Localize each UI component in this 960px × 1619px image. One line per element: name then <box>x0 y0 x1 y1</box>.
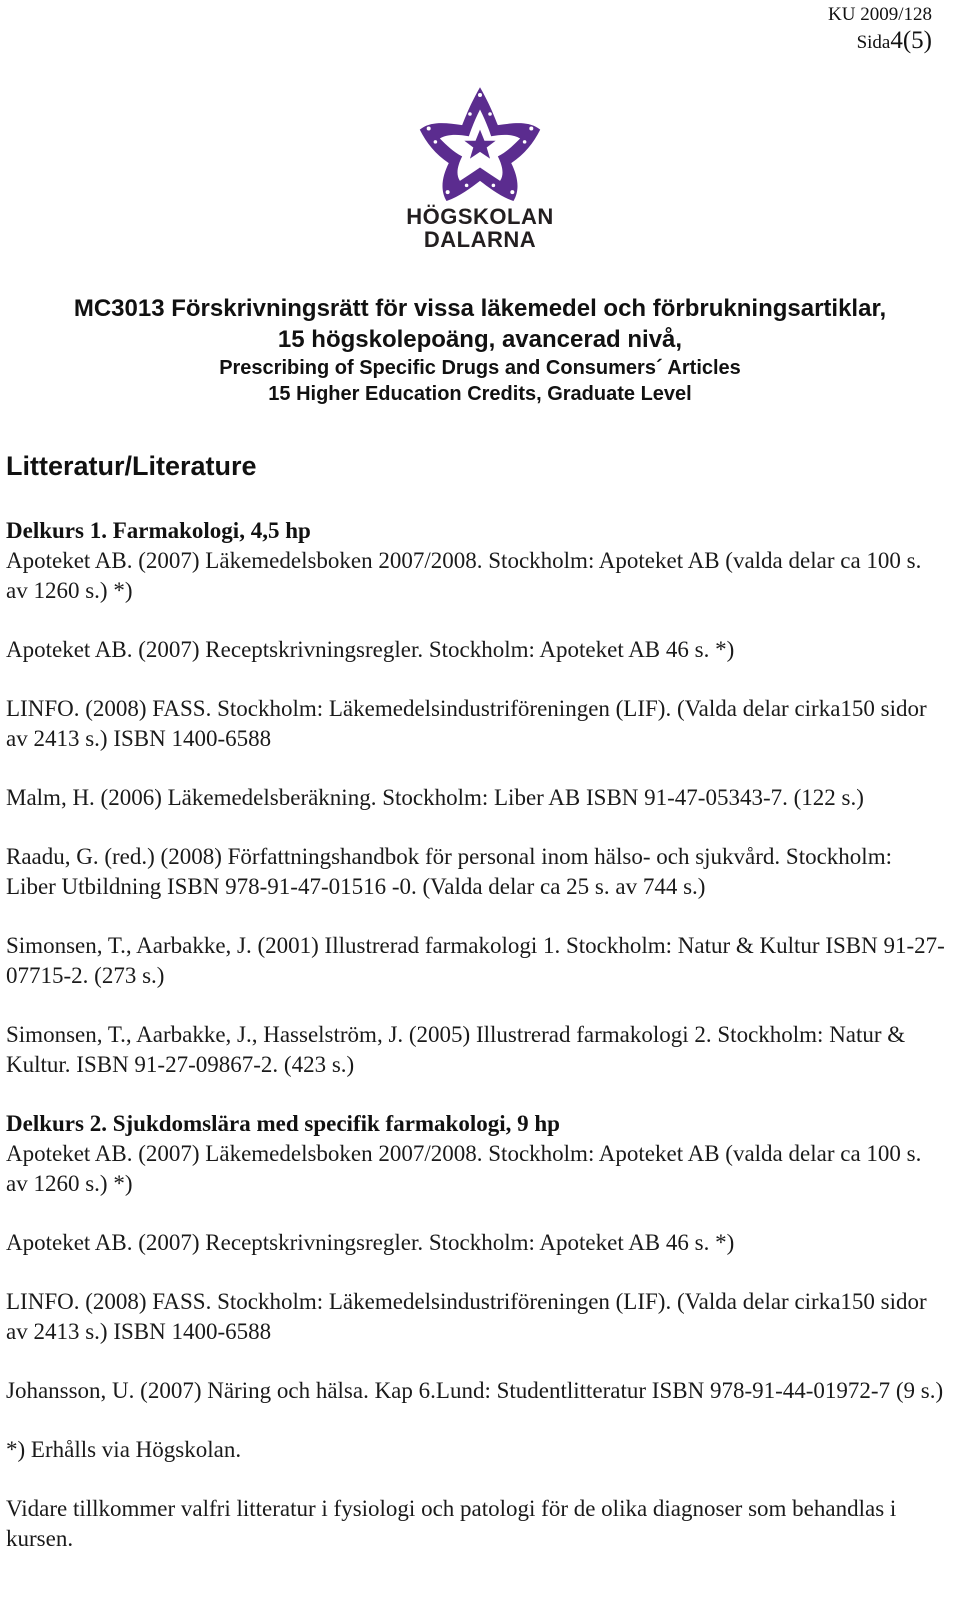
reference-item: Johansson, U. (2007) Näring och hälsa. Kap 6.Lund: Studentlitteratur ISBN 978-91-44-01972-7 (9 s.) <box>6 1378 944 1403</box>
logo-wordmark <box>395 205 565 251</box>
document-number: KU 2009/128 <box>828 4 932 25</box>
reference-item: Simonsen, T., Aarbakke, J., Hasselström, J. (2005) Illustrerad farmakologi 2. Stockholm: Natur & Kultur. ISBN 91-27-09867-2. (423 s.) <box>6 1022 906 1077</box>
part-2-title: Delkurs 2. Sjukdomslära med specifik farmakologi, 9 hp <box>6 1111 560 1136</box>
footnote: *) Erhålls via Högskolan. <box>6 1437 242 1462</box>
course-title-sv-line-2: 15 högskolepoäng, avancerad nivå, <box>277 326 683 353</box>
reference-item: Apoteket AB. (2007) Receptskrivningsregler. Stockholm: Apoteket AB 46 s. *) <box>6 637 735 662</box>
reference-item: Apoteket AB. (2007) Läkemedelsboken 2007/2008. Stockholm: Apoteket AB (valda delar ca 100 s. av 1260 s.) *) <box>6 548 922 603</box>
course-title-sv-line-1: MC3013 Förskrivningsrätt för vissa läkemedel och förbrukningsartiklar, <box>73 295 887 322</box>
reference-item: LINFO. (2008) FASS. Stockholm: Läkemedelsindustriföreningen (LIF). (Valda delar cirka150 sidor av 2413 s.) ISBN 1400-6588 <box>6 696 927 751</box>
literature-heading: Litteratur/Literature <box>6 451 257 481</box>
course-heading <box>0 293 960 407</box>
closing-note: Vidare tillkommer valfri litteratur i fysiologi och patologi för de olika diagnoser som behandlas i kursen. <box>6 1496 897 1551</box>
page-number: 4(5) <box>890 27 932 54</box>
course-title-en-line-2: 15 Higher Education Credits, Graduate Level <box>268 383 692 405</box>
literature-list <box>6 516 946 1554</box>
reference-item: Malm, H. (2006) Läkemedelsberäkning. Stockholm: Liber AB ISBN 91-47-05343-7. (122 s.) <box>6 785 864 810</box>
part-1-title: Delkurs 1. Farmakologi, 4,5 hp <box>6 518 311 543</box>
star-emblem-icon <box>414 85 546 201</box>
page-indicator <box>828 28 932 56</box>
page-reference <box>828 2 932 56</box>
university-logo <box>395 85 565 260</box>
reference-item: Raadu, G. (red.) (2008) Författningshandbok för personal inom hälso- och sjukvård. Stockholm: Liber Utbildning ISBN 978-91-47-01516 -0. (Valda delar ca 25 s. av 744 s.) <box>6 844 892 899</box>
reference-item: LINFO. (2008) FASS. Stockholm: Läkemedelsindustriföreningen (LIF). (Valda delar cirka150 sidor av 2413 s.) ISBN 1400-6588 <box>6 1289 927 1344</box>
reference-item: Apoteket AB. (2007) Receptskrivningsregler. Stockholm: Apoteket AB 46 s. *) <box>6 1230 735 1255</box>
reference-item: Simonsen, T., Aarbakke, J. (2001) Illustrerad farmakologi 1. Stockholm: Natur & Kultur ISBN 91-27-07715-2. (273 s.) <box>6 933 945 988</box>
course-title-en-line-1: Prescribing of Specific Drugs and Consumers´ Articles <box>219 357 741 379</box>
logo-line-1: HÖGSKOLAN <box>406 204 554 229</box>
page-label: Sida <box>856 32 891 53</box>
reference-item: Apoteket AB. (2007) Läkemedelsboken 2007/2008. Stockholm: Apoteket AB (valda delar ca 100 s. av 1260 s.) *) <box>6 1141 922 1196</box>
logo-line-2: DALARNA <box>423 227 537 252</box>
